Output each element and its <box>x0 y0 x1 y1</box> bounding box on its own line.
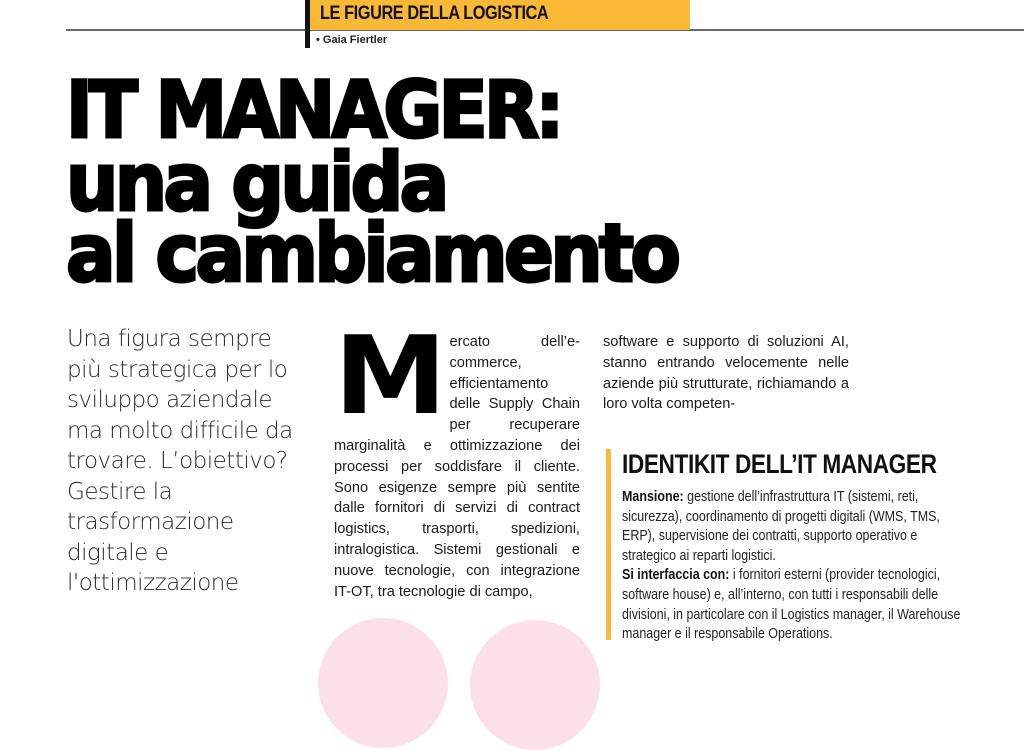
headline-line-3: al cambiamento <box>66 207 678 300</box>
decorative-circle <box>318 618 448 748</box>
article-headline <box>66 66 730 300</box>
identikit-item-mansione <box>622 488 966 566</box>
section-label: LE FIGURE DELLA LOGISTICA <box>320 3 549 24</box>
body-column-2 <box>603 332 849 415</box>
identikit-text: i fornitori esterni (provider tecnologici, software house) e, all’interno, con tutti i responsabili delle divisioni, in particolare con il Logistics manager, il Warehouse manager e il responsabile Operations. <box>622 567 961 643</box>
identikit-title: IDENTIKIT DELL’IT MANAGER <box>622 449 937 479</box>
body-column-1-text: ercato dell’e-commerce, efficientamento delle Supply Chain per recuperare marginalità e ottimizzazione dei processi per soddisfare il cliente. Sono esigenze sempre più sentite dalle fornitori di servizi di contract logistics, trasporti, spedizioni, intralogistica. Sistemi gestionali e nuove tecnologie, con integrazione IT-OT, tra tecnologie di campo, <box>334 334 580 600</box>
identikit-label: Mansione: <box>622 489 684 505</box>
body-column-1 <box>334 314 580 602</box>
identikit-label: Si interfaccia con: <box>622 567 730 584</box>
headline-line-1: IT MANAGER: <box>66 66 561 156</box>
headline-line-2: una guida <box>66 136 446 229</box>
drop-cap: M <box>334 314 447 439</box>
body-column-2-text: software e supporto di soluzioni AI, stanno entrando velocemente nelle aziende più strutturate, richiamando a loro volta competen- <box>603 334 849 413</box>
identikit-box <box>622 448 967 645</box>
sidebar-accent-bar <box>606 449 611 640</box>
article-standfirst: Una figura sempre più strategica per lo sviluppo aziendale ma molto difficile da trovare. L’obiettivo? Gestire la trasformazione digitale e l'ottimizzazione <box>67 326 293 596</box>
author-byline: • Gaia Fiertler <box>316 34 388 46</box>
identikit-text: gestione dell’infrastruttura IT (sistemi, reti, sicurezza), coordinamento di progetti digitali (WMS, TMS, ERP), supervisione dei contratti, supporto operativo e strategico ai reparti logistici. <box>622 489 940 564</box>
identikit-item-interfaccia <box>622 566 966 644</box>
section-label-banner <box>310 0 690 30</box>
